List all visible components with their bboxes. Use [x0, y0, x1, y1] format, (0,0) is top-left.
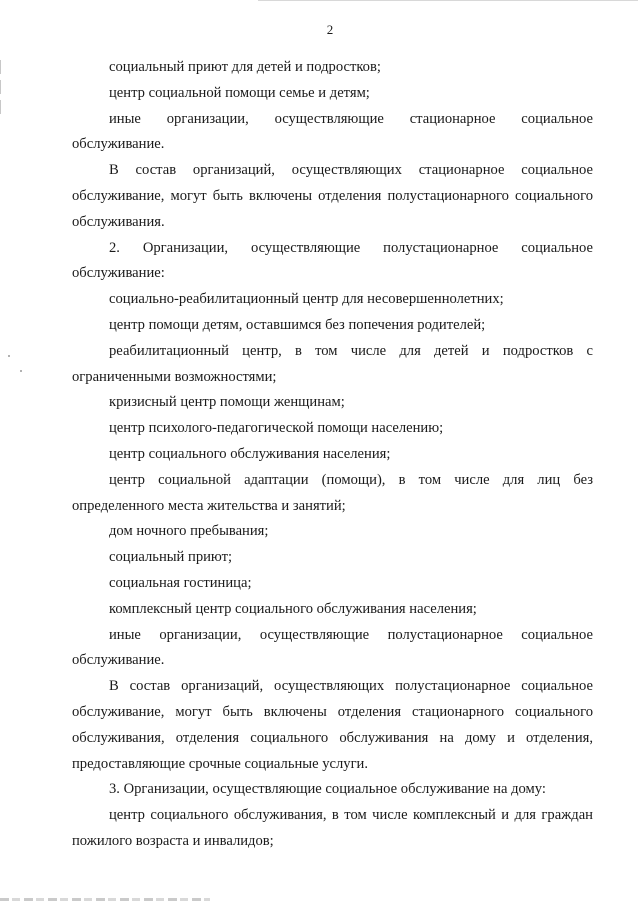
- paragraph: центр социального обслуживания населения;: [109, 445, 391, 462]
- paragraph: дом ночного пребывания;: [109, 523, 269, 540]
- paragraph: социальный приют для детей и подростков;: [109, 59, 381, 75]
- paragraph: 3. Организации, осуществляющие социальное обслуживание на дому:: [109, 781, 546, 798]
- scan-artifact-bottom: [0, 898, 210, 901]
- paragraph: В состав организаций, осуществляющих стационарное социальное обслуживание, могут быть включены отделения полустационарного социального обслуживания.: [72, 162, 593, 230]
- paragraph: комплексный центр социального обслуживания населения;: [109, 600, 477, 617]
- paragraph: социальная гостиница;: [109, 574, 252, 591]
- paragraph: центр социальной адаптации (помощи), в том числе для лиц без определенного места жительства и занятий;: [72, 471, 593, 514]
- paragraph: центр социального обслуживания, в том числе комплексный и для граждан пожилого возраста и инвалидов;: [72, 807, 593, 849]
- scan-speck: [20, 370, 22, 372]
- paragraph: иные организации, осуществляющие полустационарное социальное обслуживание.: [72, 626, 593, 669]
- paragraph: социальный приют;: [109, 549, 233, 566]
- paragraph: социально-реабилитационный центр для несовершеннолетних;: [109, 291, 504, 308]
- paragraph: кризисный центр помощи женщинам;: [109, 394, 345, 411]
- page-number: 2: [326, 22, 334, 37]
- paragraph: центр помощи детям, оставшимся без попечения родителей;: [109, 316, 486, 333]
- paragraph: реабилитационный центр, в том числе для детей и подростков с ограниченными возможностями;: [72, 342, 593, 385]
- document-body: [72, 55, 593, 855]
- paragraph: иные организации, осуществляющие стационарное социальное обслуживание.: [72, 110, 593, 153]
- scan-margin-marks: [0, 60, 4, 120]
- paragraph: 2. Организации, осуществляющие полустационарное социальное обслуживание:: [72, 239, 593, 282]
- paragraph: В состав организаций, осуществляющих полустационарное социальное обслуживание, могут быть включены отделения стационарного социального обслуживания, отделения социального обслуживания на дому и отделения, предоставляющие срочные социальные услуги.: [72, 678, 593, 772]
- scan-speck: [8, 355, 10, 357]
- paragraph: центр социальной помощи семье и детям;: [109, 84, 370, 101]
- scan-artifact-top: [258, 0, 638, 1]
- paragraph: центр психолого-педагогической помощи населению;: [109, 420, 444, 437]
